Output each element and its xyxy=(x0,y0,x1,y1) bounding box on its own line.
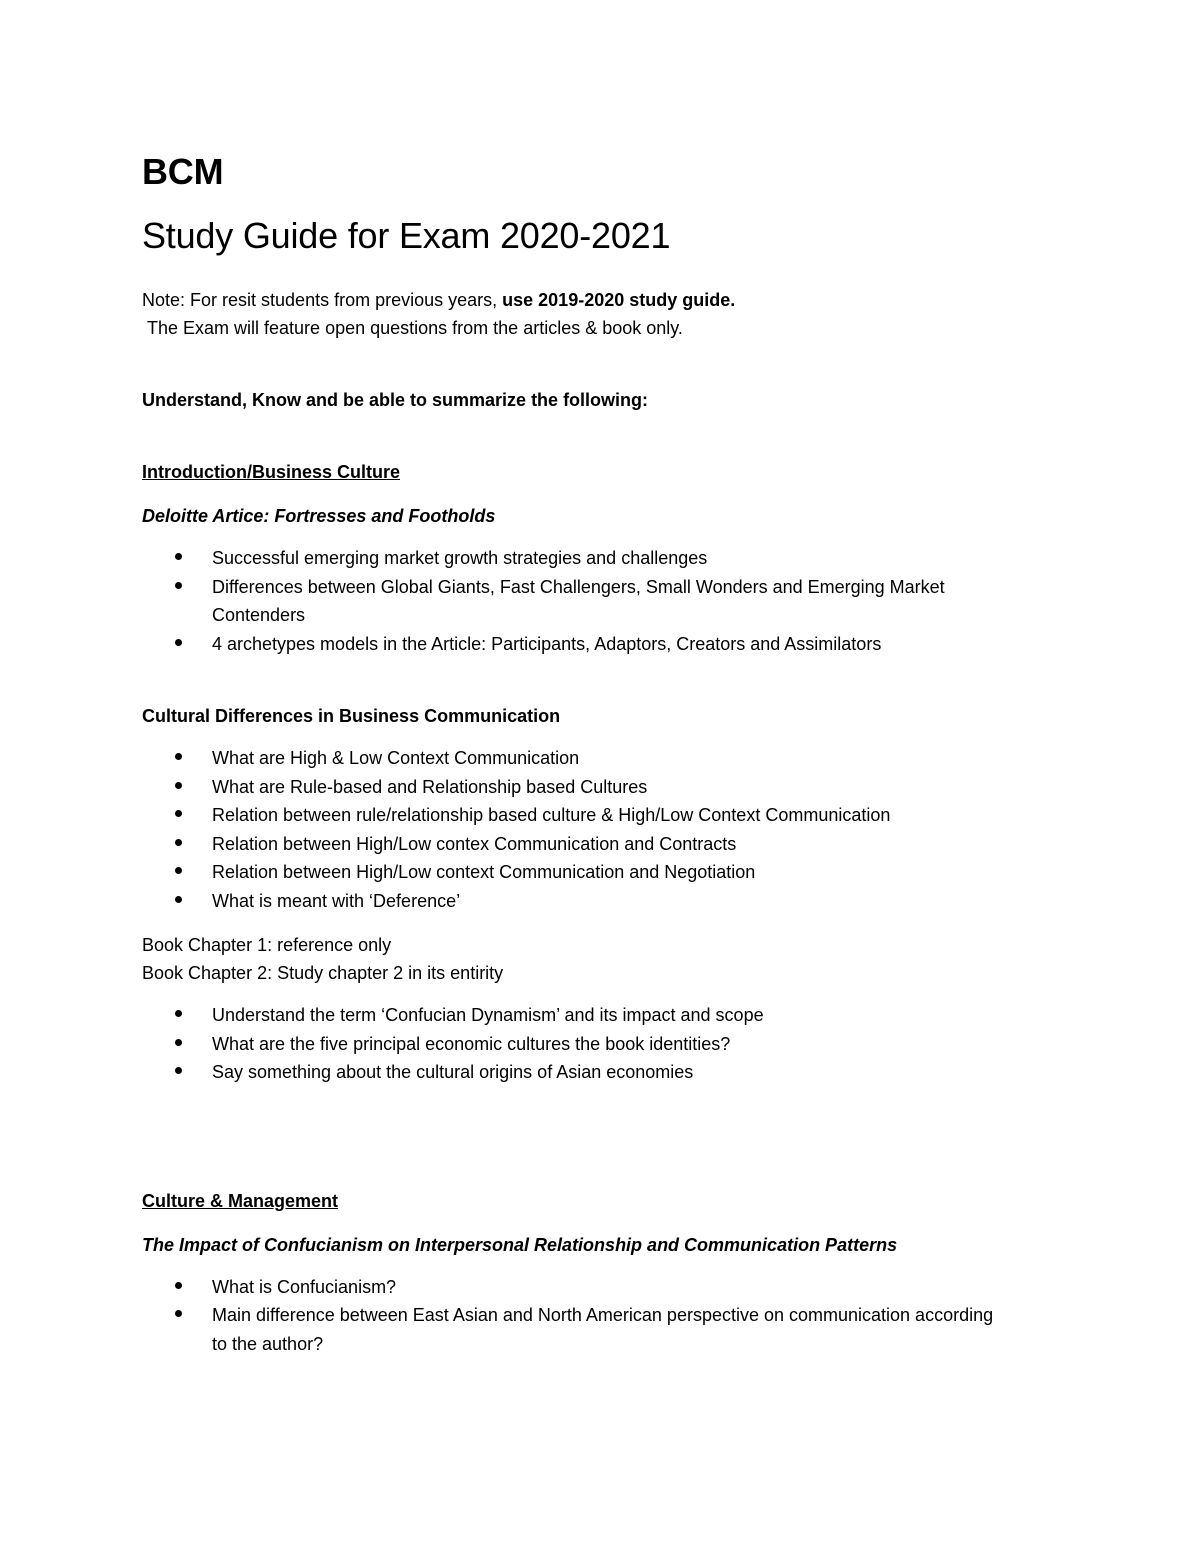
list-item: Differences between Global Giants, Fast Challengers, Small Wonders and Emerging Market Contenders xyxy=(142,573,1012,630)
list-item: What are High & Low Context Communication xyxy=(142,744,1012,773)
bullet-icon xyxy=(175,810,182,817)
bullet-icon xyxy=(175,753,182,760)
bullet-icon xyxy=(175,639,182,646)
note-prefix: Note: For resit students from previous years, xyxy=(142,290,503,310)
section-heading-cultural: Cultural Differences in Business Communication xyxy=(142,706,561,726)
list-item: 4 archetypes models in the Article: Participants, Adaptors, Creators and Assimilators xyxy=(142,630,1012,659)
bullet-icon xyxy=(175,1282,182,1289)
list-item: Main difference between East Asian and North American perspective on communication according to the author? xyxy=(142,1301,1012,1358)
note-bold: use 2019-2020 study guide. xyxy=(502,290,736,310)
subheading-deloitte: Deloitte Artice: Fortresses and Footholds xyxy=(142,506,496,526)
bullet-icon xyxy=(175,867,182,874)
book-bullet-list xyxy=(142,1001,1042,1087)
bullet-icon xyxy=(175,839,182,846)
section-heading-management: Culture & Management xyxy=(142,1190,339,1211)
list-item: Understand the term ‘Confucian Dynamism’ and its impact and scope xyxy=(142,1001,1012,1030)
intro-bullet-list xyxy=(142,544,1042,658)
list-item: Relation between High/Low contex Communication and Contracts xyxy=(142,830,1012,859)
note-line xyxy=(142,286,1042,314)
list-item: Relation between High/Low context Communication and Negotiation xyxy=(142,858,1012,887)
book-chapter-2: Book Chapter 2: Study chapter 2 in its entirity xyxy=(142,963,504,983)
document-subtitle: Study Guide for Exam 2020-2021 xyxy=(142,215,671,256)
cultural-bullet-list xyxy=(142,744,1042,915)
management-bullet-list xyxy=(142,1273,1042,1359)
bullet-icon xyxy=(175,1039,182,1046)
bullet-icon xyxy=(175,782,182,789)
list-item: Relation between rule/relationship based culture & High/Low Context Communication xyxy=(142,801,1012,830)
list-item: What is Confucianism? xyxy=(142,1273,1012,1302)
list-item: Successful emerging market growth strategies and challenges xyxy=(142,544,1012,573)
list-item: What are the five principal economic cultures the book identities? xyxy=(142,1030,1012,1059)
document-content xyxy=(142,150,1042,1358)
section-heading-intro: Introduction/Business Culture xyxy=(142,462,401,482)
bullet-icon xyxy=(175,1010,182,1017)
bullet-icon xyxy=(175,553,182,560)
document-title: BCM xyxy=(142,151,224,192)
list-item: Say something about the cultural origins of Asian economies xyxy=(142,1058,1012,1087)
bullet-icon xyxy=(175,1310,182,1317)
bullet-icon xyxy=(175,1067,182,1074)
instruction-line: Understand, Know and be able to summarize the following: xyxy=(142,390,649,410)
note-line-2: The Exam will feature open questions from the articles & book only. xyxy=(147,318,683,338)
bullet-icon xyxy=(175,896,182,903)
subheading-confucianism: The Impact of Confucianism on Interpersonal Relationship and Communication Patterns xyxy=(142,1234,898,1255)
list-item: What are Rule-based and Relationship based Cultures xyxy=(142,773,1012,802)
book-chapter-1: Book Chapter 1: reference only xyxy=(142,935,392,955)
list-item: What is meant with ‘Deference’ xyxy=(142,887,1012,916)
bullet-icon xyxy=(175,582,182,589)
